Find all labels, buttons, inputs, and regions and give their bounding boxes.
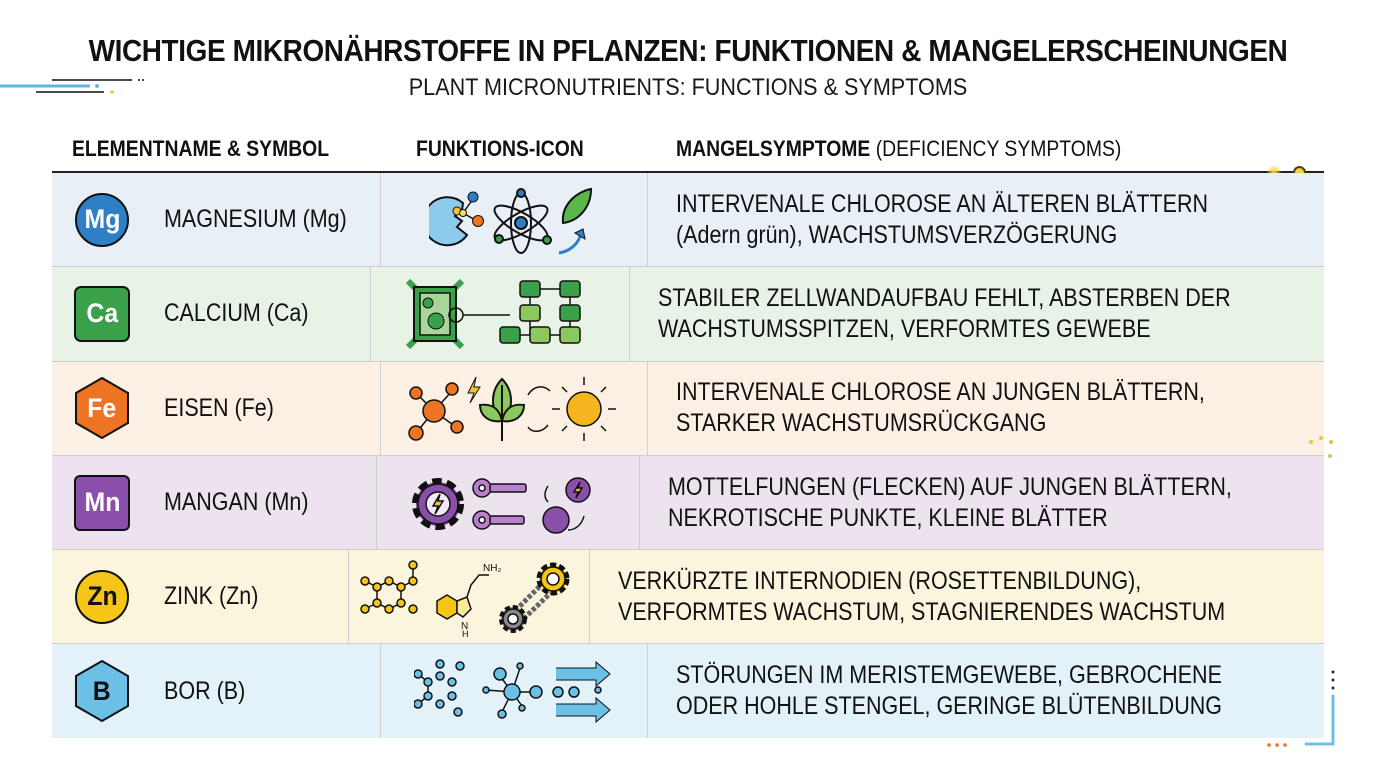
svg-text:H: H: [461, 628, 469, 637]
element-name: BOR (B): [164, 676, 246, 705]
element-cell: [52, 644, 381, 737]
table-row-calcium: [52, 267, 1324, 361]
table-row-magnesium: [52, 173, 1324, 267]
transport-arrows-icon: [553, 662, 610, 722]
element-name: MAGNESIUM (Mg): [164, 205, 347, 234]
column-header-symptoms-en: (DEFICIENCY SYMPTOMS): [870, 136, 1122, 161]
element-cell: [52, 362, 381, 455]
symptom-line: STARKER WACHSTUMSRÜCKGANG: [676, 409, 1047, 438]
element-name: ZINK (Zn): [164, 582, 259, 611]
redox-cycle-icon: [543, 478, 590, 533]
symptoms-cell: [648, 173, 1324, 266]
symptom-line: STÖRUNGEN IM MERISTEMGEWEBE, GEBROCHENE: [676, 661, 1222, 690]
function-icons-cell: [381, 644, 648, 737]
page-title: WICHTIGE MIKRONÄHRSTOFFE IN PFLANZEN: FUNKTIONEN & MANGELERSCHEINUNGEN: [88, 33, 1288, 68]
hormone-molecule-icon: [361, 561, 417, 613]
leaf-energy-icon: [480, 379, 524, 441]
symptom-line: VERFORMTES WACHSTUM, STAGNIERENDES WACHSTUM: [617, 597, 1226, 626]
symptoms-cell: [648, 362, 1324, 455]
table-row-zink: [52, 550, 1324, 644]
orange-dots-icon: [1264, 740, 1294, 750]
micronutrient-table: [52, 173, 1324, 738]
element-cell: [52, 267, 371, 360]
symptom-line: STABILER ZELLWANDAUFBAU FEHLT, ABSTERBEN DER: [658, 283, 1231, 312]
sun-cycle-icon: [528, 377, 616, 441]
element-name: CALCIUM (Ca): [164, 299, 309, 328]
element-cell: [52, 550, 349, 643]
molecule-network-icon: [483, 663, 542, 718]
leaf-growth-icon: [559, 189, 591, 253]
function-icons-cell: [371, 267, 630, 360]
function-icons-cell: [349, 550, 590, 643]
element-name: EISEN (Fe): [164, 393, 274, 422]
symptom-line: (Adern grün), WACHSTUMSVERZÖGERUNG: [676, 220, 1118, 249]
plant-cell-icon: [408, 281, 510, 347]
function-icons-cell: [381, 173, 648, 266]
symptoms-cell: [630, 267, 1324, 360]
column-header-element: ELEMENTNAME & SYMBOL: [72, 136, 330, 161]
symptoms-cell: [648, 644, 1324, 737]
column-header-symptoms-de: MANGELSYMPTOME: [676, 136, 871, 161]
tryptamine-icon: [437, 563, 501, 637]
symptom-line: INTERVENALE CHLOROSE AN ÄLTEREN BLÄTTERN: [676, 189, 1209, 218]
symptom-line: ODER HOHLE STENGEL, GERINGE BLÜTENBILDUNG: [676, 692, 1222, 721]
symptom-line: VERKÜRZTE INTERNODIEN (ROSETTENBILDUNG),: [617, 566, 1142, 595]
column-header-symptoms: [676, 136, 1121, 162]
element-name: MANGAN (Mn): [164, 488, 309, 517]
element-badge-b: B: [74, 663, 130, 719]
sparkle-dots-icon: [1305, 432, 1341, 464]
table-row-eisen: [52, 362, 1324, 456]
molecule-icon: [409, 383, 463, 440]
symptoms-cell: [640, 456, 1324, 549]
function-icons-cell: [381, 362, 648, 455]
symptom-line: WACHSTUMSSPITZEN, VERFORMTES GEWEBE: [658, 314, 1151, 343]
symptoms-cell: [590, 550, 1324, 643]
gear-energy-icon: [416, 482, 460, 526]
svg-text:NH₂: NH₂: [482, 562, 502, 574]
element-badge-mn: Mn: [74, 475, 130, 531]
element-badge-ca: Ca: [74, 286, 130, 342]
function-icons-cell: [377, 456, 641, 549]
gear-chain-icon: [501, 565, 567, 631]
table-row-bor: [52, 644, 1324, 737]
symptom-line: INTERVENALE CHLOROSE AN JUNGEN BLÄTTERN,: [676, 378, 1205, 407]
element-cell: [52, 456, 377, 549]
element-badge-mg: Mg: [74, 192, 130, 248]
element-badge-zn: Zn: [74, 569, 130, 625]
sugar-molecule-icon: [414, 660, 464, 716]
cell-wall-structure-icon: [500, 281, 580, 343]
element-badge-fe: Fe: [74, 380, 130, 436]
table-row-mangan: [52, 456, 1324, 550]
corner-bracket-icon: [1300, 664, 1340, 746]
atom-icon: [490, 189, 552, 253]
enzyme-icon: [429, 192, 484, 245]
column-header-icon: FUNKTIONS-ICON: [416, 136, 584, 161]
page-subtitle: PLANT MICRONUTRIENTS: FUNCTIONS & SYMPTOMS: [408, 74, 968, 101]
element-cell: [52, 173, 381, 266]
symptom-line: MOTTELFUNGEN (FLECKEN) AUF JUNGEN BLÄTTERN,: [668, 472, 1233, 501]
keys-icon: [473, 479, 526, 529]
svg-text:N: N: [460, 620, 469, 632]
symptom-line: NEKROTISCHE PUNKTE, KLEINE BLÄTTER: [668, 503, 1109, 532]
lightning-icon: [468, 377, 480, 403]
